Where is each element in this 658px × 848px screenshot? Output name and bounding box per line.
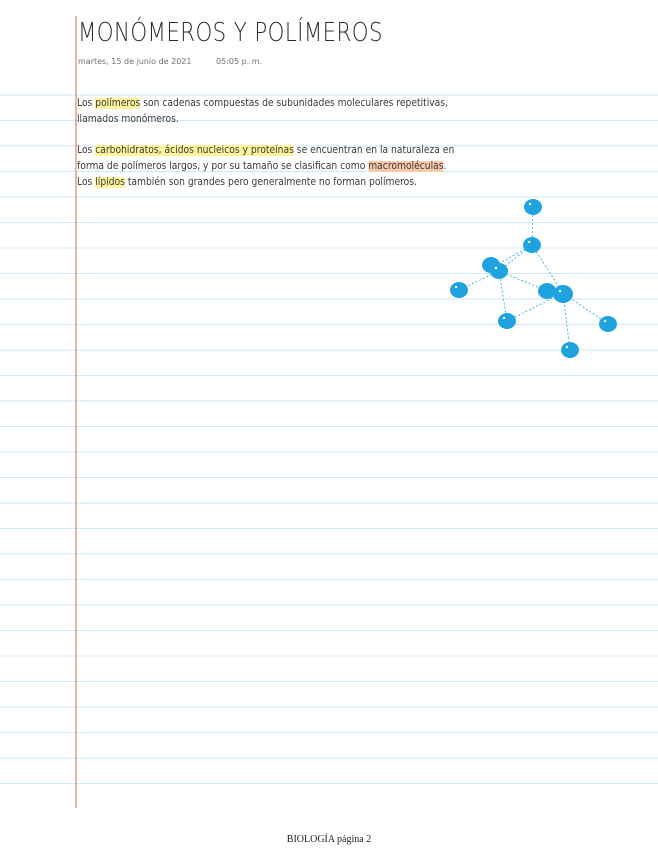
p1-text-end: son cadenas compuestas de subunidades moleculares repetitivas, llamados monómeros. — [77, 98, 448, 125]
highlight-macromoleculas: macromoléculas — [368, 161, 444, 172]
note-time: 05:05 p. m. — [216, 57, 263, 66]
p2-text-mid2: . Los — [77, 161, 447, 188]
page-footer: BIOLOGÍA página 2 — [286, 834, 372, 845]
p2-text-start: Los — [77, 145, 96, 156]
p2-text-mid1: se encuentran en la naturaleza en forma de polímeros largos, y por su tamaño se clasifican como — [77, 145, 455, 172]
note-timestamp — [78, 57, 262, 66]
p1-text-start: Los — [77, 98, 96, 109]
paragraph-macromolecules — [77, 143, 464, 191]
highlight-polimeros: polímeros — [95, 98, 141, 109]
page-title: MONÓMEROS Y POLÍMEROS — [78, 18, 383, 48]
paragraph-polymers — [77, 96, 464, 128]
highlight-lipidos: lípidos — [95, 177, 125, 188]
note-date: martes, 15 de junio de 2021 — [78, 57, 192, 66]
p2-text-end: también son grandes pero generalmente no forman polímeros. — [124, 177, 417, 188]
highlight-biomolecules: carbohidratos, ácidos nucleicos y proteínas — [95, 145, 294, 156]
